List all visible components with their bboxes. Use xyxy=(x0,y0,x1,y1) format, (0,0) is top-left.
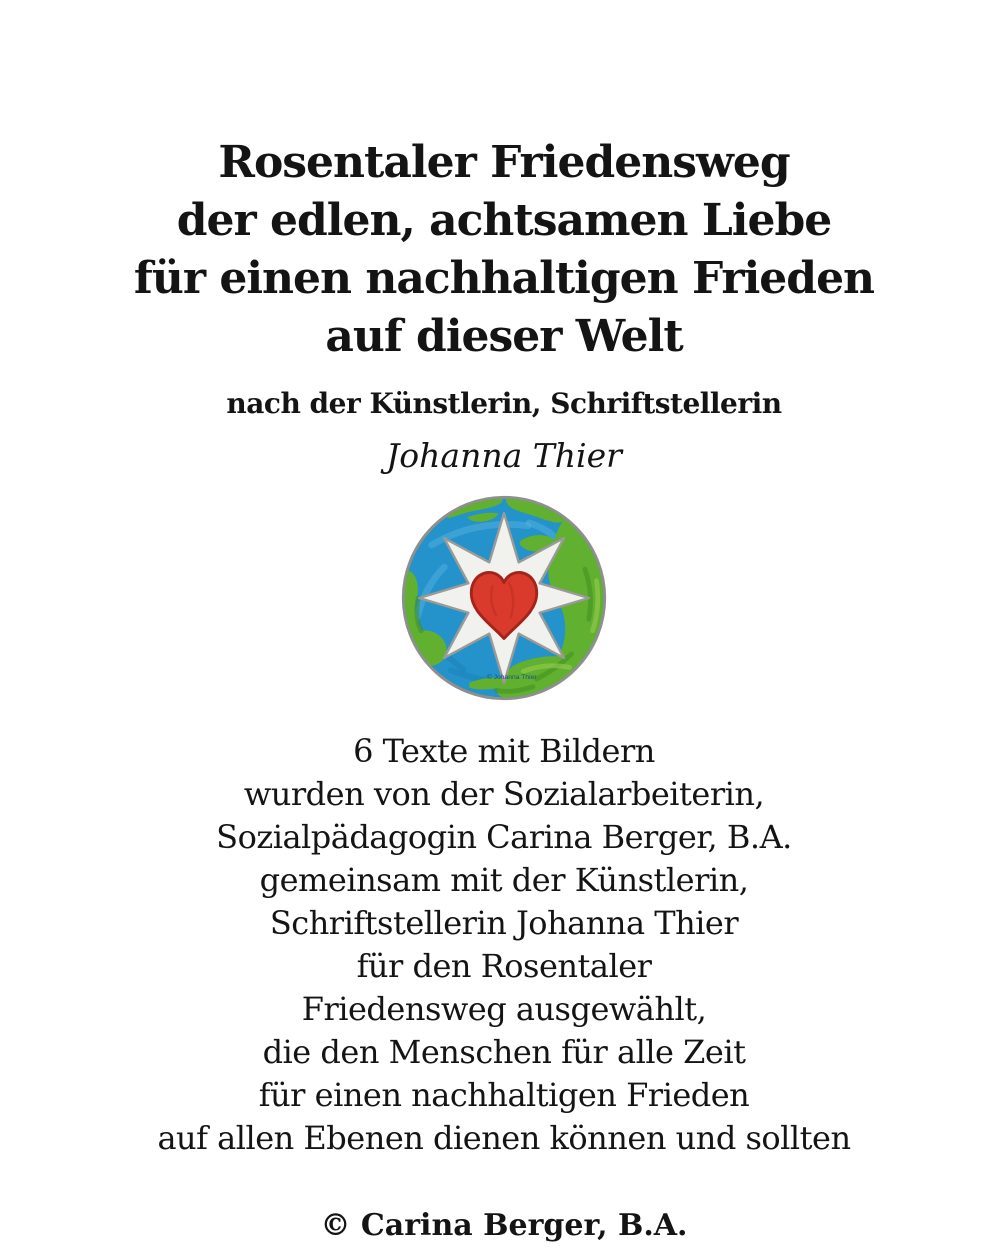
page-title xyxy=(0,134,1008,366)
body-line: gemeinsam mit der Künstlerin, xyxy=(259,861,749,899)
body-line: auf allen Ebenen dienen können und sollten xyxy=(157,1119,851,1157)
body-line: die den Menschen für alle Zeit xyxy=(262,1033,746,1071)
subtitle: nach der Künstlerin, Schriftstellerin xyxy=(226,387,782,420)
earth-globe-icon xyxy=(398,492,610,704)
copyright-footer: © Carina Berger, B.A. xyxy=(320,1208,688,1243)
globe-illustration xyxy=(0,492,1008,704)
body-line: wurden von der Sozialarbeiterin, xyxy=(243,775,765,813)
body-line: 6 Texte mit Bildern xyxy=(353,732,655,770)
body-text xyxy=(0,730,1008,1160)
body-line: für einen nachhaltigen Frieden xyxy=(258,1076,750,1114)
title-line: für einen nachhaltigen Frieden xyxy=(133,253,875,304)
body-line: Schriftstellerin Johanna Thier xyxy=(269,904,739,942)
body-line: für den Rosentaler xyxy=(356,947,652,985)
title-line: Rosentaler Friedensweg xyxy=(218,137,790,188)
author-name: Johanna Thier xyxy=(386,436,622,475)
globe-caption: © Johanna Thier xyxy=(486,673,537,681)
title-line: auf dieser Welt xyxy=(325,311,683,362)
body-line: Sozialpädagogin Carina Berger, B.A. xyxy=(216,818,792,856)
title-line: der edlen, achtsamen Liebe xyxy=(176,195,832,246)
body-line: Friedensweg ausgewählt, xyxy=(301,990,707,1028)
